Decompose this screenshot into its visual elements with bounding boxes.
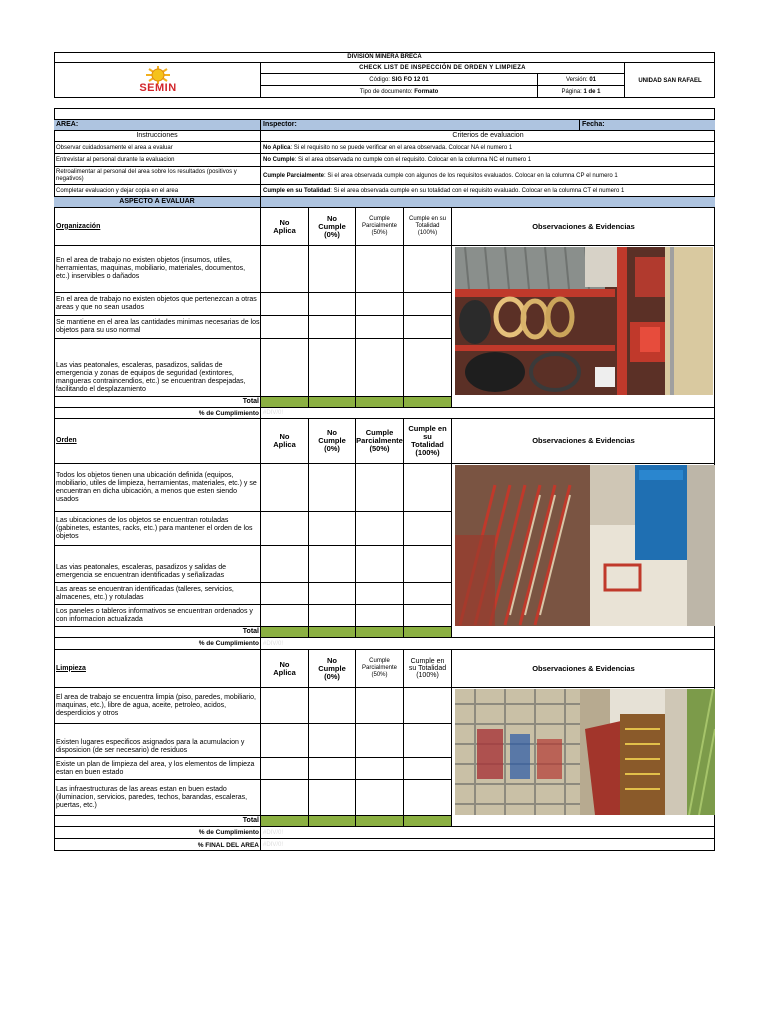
checklist-item: Se mantiene en el area las cantidades minimas necesarias de los objetos para su uso normal — [54, 316, 261, 339]
final-area-label: % FINAL DEL AREA — [54, 839, 261, 851]
checklist-item: Las vias peatonales, escaleras, pasadizos, salidas de emergencia y zonas de equipos de seguridad (extintores, mangueras contraincendios, etc.) se encuentran despejadas, facilitando el desplazamiento — [54, 339, 261, 397]
total-cell[interactable] — [404, 627, 452, 638]
inspector-field[interactable]: Inspector: — [261, 120, 580, 131]
section-title-orden: Orden — [54, 419, 261, 464]
col-cumple-total: Cumple en su Totalidad (100%) — [404, 419, 452, 464]
total-cell[interactable] — [261, 397, 309, 408]
cumplimiento-row: % de Cumplimiento — [54, 827, 261, 839]
checklist-item: Todos los objetos tienen una ubicación definida (equipos, mobiliario, utiles de limpieza, herramientas, materiales, etc.) y se encuentran en dicha ubicación, a menos que esten siendo usados — [54, 464, 261, 512]
evidence-photo-orden — [455, 465, 715, 626]
checklist-item: Existen lugares especificos asignados para la acumulacion y disposicion (de ser necesario) de residuos — [54, 724, 261, 758]
codigo-cell: Código: SIG FO 12 01 — [261, 74, 538, 86]
total-cell[interactable] — [309, 397, 356, 408]
col-cumple-total: Cumple en su Totalidad (100%) — [404, 650, 452, 688]
total-cell[interactable] — [404, 816, 452, 827]
grid-line — [261, 512, 452, 546]
checklist-item: Los paneles o tableros informativos se encuentran ordenados y con informacion actualizada — [54, 605, 261, 627]
grid-line — [261, 583, 452, 605]
logo — [138, 65, 178, 97]
total-row: Total — [54, 627, 261, 638]
company-name: DIVISIÓN MINERA BRECA — [54, 52, 715, 63]
col-no-aplica: No Aplica — [261, 208, 309, 246]
criterion-row: No Cumple : Si el area observada no cumple con el requisito. Colocar en la columna NC el numero 1 — [261, 154, 715, 167]
col-no-cumple: No Cumple (0%) — [309, 419, 356, 464]
storage-room-image — [455, 247, 713, 395]
col-observaciones: Observaciones & Evidencias — [452, 208, 715, 246]
checklist-item: Las ubicaciones de los objetos se encuentran rotuladas (gabinetes, estantes, racks, etc.) para mantener el orden de los objetos — [54, 512, 261, 546]
cumplimiento-row: % de Cumplimiento — [54, 408, 261, 419]
total-cell[interactable] — [261, 816, 309, 827]
instruction-row: Completar evaluacion y dejar copia en el area — [54, 185, 261, 197]
instruction-row: Retroalimentar al personal del area sobre los resultados (positivos y negativos) — [54, 167, 261, 185]
logo-cell — [54, 63, 261, 98]
workshop-image — [455, 465, 715, 626]
unit-name: UNIDAD SAN RAFAEL — [638, 77, 702, 84]
aspecto-header-fill — [261, 197, 715, 208]
col-cumple-total: Cumple en su Totalidad (100%) — [404, 208, 452, 246]
criterios-title: Criterios de evaluacion — [261, 131, 715, 142]
criterion-row: Cumple Parcialmente : Si el area observada cumple con algunos de los requisitos evaluados. Colocar en la columna CP el numero 1 — [261, 167, 715, 185]
total-cell[interactable] — [356, 816, 404, 827]
section-title-limpieza: Limpieza — [54, 650, 261, 688]
document-title: CHECK LIST DE INSPECCIÓN DE ORDEN Y LIMPIEZA — [261, 63, 625, 74]
instruction-row: Observar cuidadosamente el area a evaluar — [54, 142, 261, 154]
total-row: Total — [54, 816, 261, 827]
cumplimiento-value: #DIV/0! — [261, 638, 715, 650]
cumplimiento-value: #DIV/0! — [261, 408, 715, 419]
checklist-item: El area de trabajo se encuentra limpia (piso, paredes, mobiliario, maquinas, etc.), libre de agua, aceite, petroleo, acidos, desperdicios y otros — [54, 688, 261, 724]
checklist-item: En el area de trabajo no existen objetos (insumos, utiles, herramientas, maquinas, mobiliario, materiales, documentos, etc.) inservibles o dañados — [54, 246, 261, 293]
total-cell[interactable] — [356, 397, 404, 408]
grid-line — [261, 246, 452, 293]
total-blank — [452, 816, 715, 827]
col-cumple-parcial: Cumple Parcialmente (50%) — [356, 650, 404, 688]
total-blank — [452, 397, 715, 408]
checklist-item: Las vias peatonales, escaleras, pasadizos y salidas de emergencia se encuentran identificadas y señalizadas — [54, 546, 261, 583]
col-cumple-parcial: Cumple Parcialmente (50%) — [356, 419, 404, 464]
criterion-row: No Aplica : Si el requisito no se puede verificar en el area observada. Colocar NA el numero 1 — [261, 142, 715, 154]
tipo-cell: Tipo de documento: Formato — [261, 86, 538, 98]
grid-line — [261, 293, 452, 316]
total-cell[interactable] — [309, 816, 356, 827]
col-no-cumple: No Cumple (0%) — [309, 650, 356, 688]
evidence-photo-organizacion — [455, 247, 713, 395]
checklist-item: Las areas se encuentran identificadas (talleres, servicios, almacenes, etc.) y rotuladas — [54, 583, 261, 605]
grid-line — [261, 316, 452, 339]
grid-line — [261, 605, 452, 627]
total-blank — [452, 627, 715, 638]
col-observaciones: Observaciones & Evidencias — [452, 650, 715, 688]
fecha-field[interactable]: Fecha: — [580, 120, 715, 131]
grid-line — [261, 724, 452, 758]
criterion-row: Cumple en su Totalidad : Si el area observada cumple en su totalidad con el requisito evaluado. Colocar en la columna CT el numero 1 — [261, 185, 715, 197]
checklist-item: Existe un plan de limpieza del area, y los elementos de limpieza estan en buen estado — [54, 758, 261, 780]
total-cell[interactable] — [261, 627, 309, 638]
version-cell: Versión: 01 — [538, 74, 625, 86]
section-title-organizacion: Organización — [54, 208, 261, 246]
grid-line — [261, 339, 452, 397]
checklist-item: En el area de trabajo no existen objetos que pertenezcan a otras areas y que no sean usados — [54, 293, 261, 316]
instrucciones-title: Instrucciones — [54, 131, 261, 142]
evidence-photo-limpieza — [455, 689, 715, 815]
total-row: Total — [54, 397, 261, 408]
col-no-aplica: No Aplica — [261, 650, 309, 688]
pagina-cell: Página: 1 de 1 — [538, 86, 625, 98]
aspecto-header: ASPECTO A EVALUAR — [54, 197, 261, 208]
total-cell[interactable] — [309, 627, 356, 638]
total-cell[interactable] — [404, 397, 452, 408]
final-area-value: #DIV/0! — [263, 842, 284, 848]
grid-line — [261, 464, 452, 512]
col-observaciones: Observaciones & Evidencias — [452, 419, 715, 464]
col-no-aplica: No Aplica — [261, 419, 309, 464]
col-no-cumple: No Cumple (0%) — [309, 208, 356, 246]
instruction-row: Entrevistar al personal durante la evaluacion — [54, 154, 261, 167]
area-field[interactable]: AREA: — [54, 120, 261, 131]
cleaning-area-image — [455, 689, 715, 815]
grid-line — [261, 758, 452, 780]
spacer-row — [54, 108, 715, 120]
cumplimiento-row: % de Cumplimiento — [54, 638, 261, 650]
grid-line — [261, 688, 452, 724]
grid-line — [261, 546, 452, 583]
total-cell[interactable] — [356, 627, 404, 638]
checklist-item: Las infraestructuras de las areas estan en buen estado (iluminacion, servicios, paredes, techos, barandas, escaleras, puertas, etc.) — [54, 780, 261, 816]
cumplimiento-value: #DIV/0! — [261, 827, 715, 839]
col-cumple-parcial: Cumple Parcialmente (50%) — [356, 208, 404, 246]
logo-text: SEMIN — [139, 82, 177, 94]
grid-line — [261, 780, 452, 816]
